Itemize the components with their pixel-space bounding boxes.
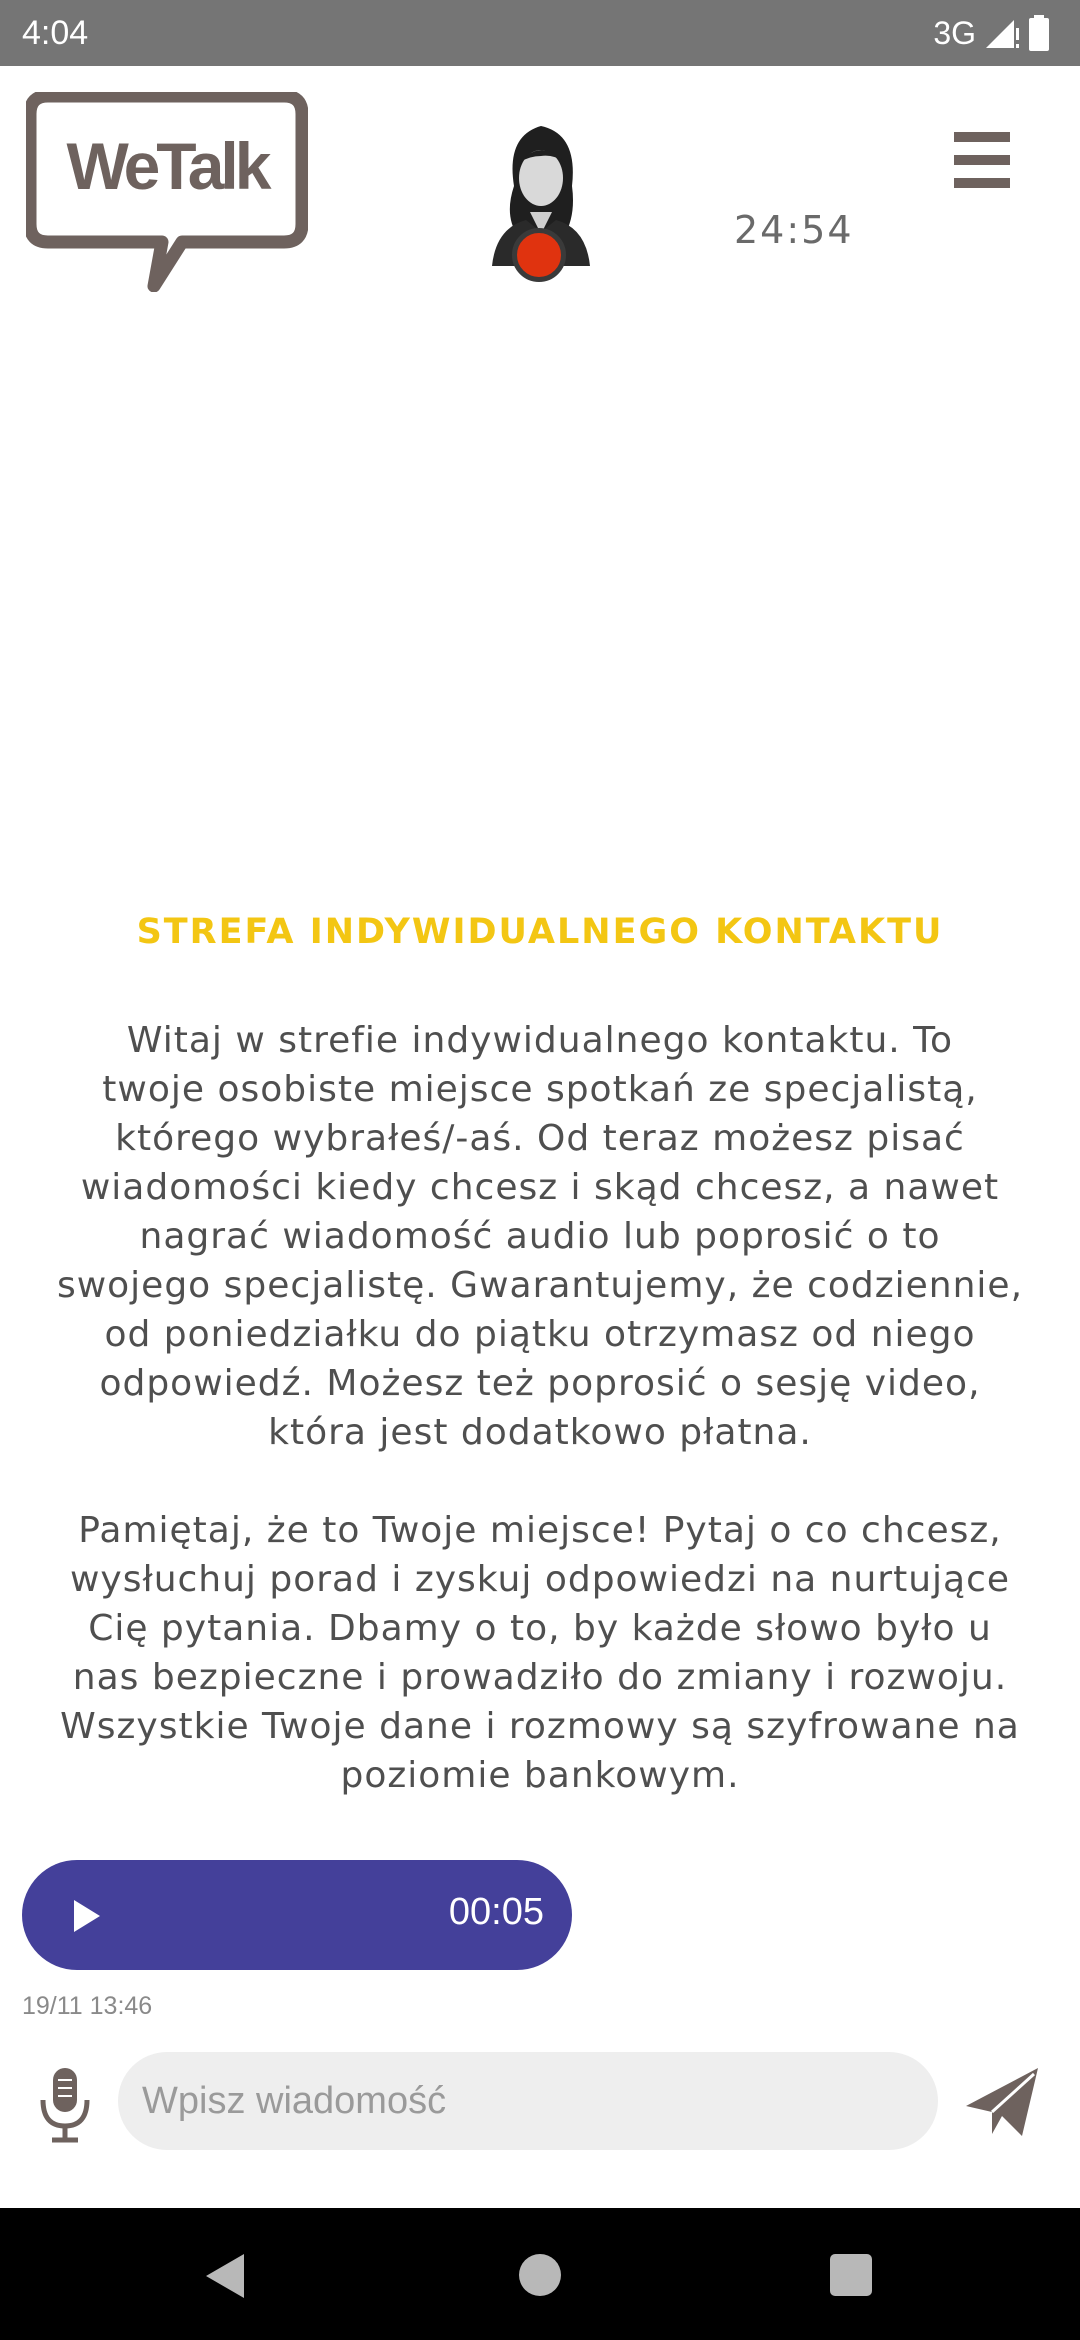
system-nav-bar — [0, 2208, 1080, 2340]
online-status-dot — [512, 228, 566, 282]
audio-message-bubble[interactable] — [22, 1860, 572, 1970]
audio-duration: 00:05 — [448, 1891, 544, 1933]
status-time: 4:04 — [22, 14, 89, 52]
intro-text: Witaj w strefie indywidualnego kontaktu. To twoje osobiste miejsce spotkań ze specjalistą, którego wybrałeś/-aś. Od teraz możesz pisać wiadomości kiedy chcesz i skąd chcesz, a nawet nagrać wiadomość audio lub poprosić o to swojego specjalistę. Gwarantujemy, że codziennie, od poniedziałku do piątku otrzymasz od niego odpowiedź. Możesz też poprosić o sesję video, która jest dodatkowo płatna. Pamiętaj, że to Twoje miejsce! Pytaj o co chcesz, wysłuchuj porad i zyskuj odpowiedzi na nurtujące Cię pytania. Dbamy o to, by każde słowo było u nas bezpieczne i prowadziło do zmiany i rozwoju. Wszystkie Twoje dane i rozmowy są szyfrowane na poziomie bankowym. — [56, 1020, 1024, 1796]
section-title: STREFA INDYWIDUALNEGO KONTAKTU — [136, 912, 944, 952]
microphone-icon — [36, 2064, 94, 2144]
record-audio-button[interactable] — [36, 2064, 94, 2144]
message-input[interactable] — [118, 2052, 938, 2150]
status-bar — [0, 0, 1080, 66]
message-timestamp: 19/11 13:46 — [22, 1992, 153, 2020]
logo-text: WeTalk — [66, 129, 268, 203]
back-icon[interactable] — [204, 2252, 248, 2300]
send-icon — [962, 2062, 1042, 2142]
signal-icon — [984, 16, 1020, 50]
status-indicators — [933, 12, 1050, 54]
network-type: 3G — [933, 14, 976, 51]
send-button[interactable] — [962, 2062, 1042, 2142]
battery-icon — [1028, 15, 1050, 51]
home-icon[interactable] — [519, 2254, 561, 2296]
menu-icon — [954, 132, 1014, 188]
wetalk-logo — [26, 92, 308, 292]
menu-button[interactable] — [954, 132, 1014, 190]
session-timer: 24:54 — [734, 208, 854, 252]
recents-icon[interactable] — [830, 2254, 872, 2296]
app-header — [0, 66, 1080, 306]
specialist-avatar[interactable] — [486, 116, 596, 286]
play-icon[interactable] — [66, 1896, 106, 1936]
